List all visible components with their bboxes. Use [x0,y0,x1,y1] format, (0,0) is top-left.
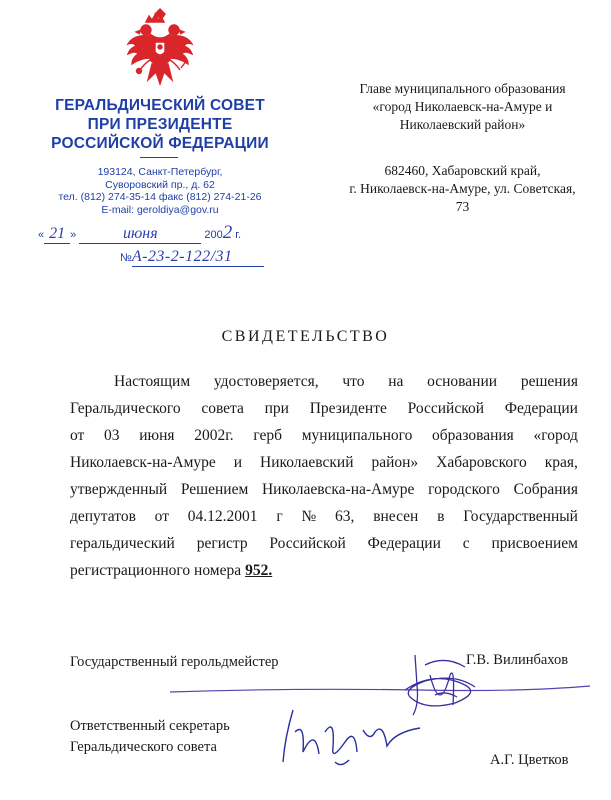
body-word: совета [201,400,244,417]
body-word: Настоящим [114,373,191,390]
organization-name [20,96,300,153]
body-word: депутатов [70,508,136,525]
body-line [70,422,578,449]
body-word: Российской [407,400,484,417]
date-open-quote: « [38,229,45,241]
first-signatory-role: Государственный герольдмейстер [70,654,279,670]
recipient-line: «город Николаевск-на-Амуре и [372,99,553,114]
certificate-body [70,368,578,584]
recipient-line: Николаевский район» [399,117,526,132]
body-word: Государственный [463,508,578,525]
body-word: Хабаровского [436,454,527,471]
date-line [38,222,300,244]
recipient-address-line: 73 [455,199,470,214]
body-word: герб [253,427,283,444]
body-word: 04.12.2001 [187,508,258,525]
date-month: июня [79,225,201,244]
body-word: в [437,508,445,525]
second-role-line: Геральдического совета [70,739,217,755]
body-word: Николаевск-на-Амуре [70,454,216,471]
body-word: присвоением [491,535,578,552]
body-word: Решением [180,481,249,498]
body-word: внесен [373,508,419,525]
document-number-line [120,248,264,267]
second-signatory-name: А.Г. Цветков [490,752,569,768]
date-day: 21 [44,225,70,244]
date-year-prefix: 200 [204,229,223,241]
address-line: тел. (812) 274-35-14 факс (812) 274-21-26 [58,191,262,203]
body-word: что [342,373,365,390]
body-line [70,395,578,422]
body-word: с [462,535,470,552]
body-word: основании [427,373,498,390]
document-number: А-23-2-122/31 [132,248,264,267]
body-word: Федерации [367,535,441,552]
body-word: решения [520,373,578,390]
address-line: 193124, Санкт-Петербург, [97,166,223,178]
body-word: Николаевский [260,454,354,471]
body-word: и [233,454,243,471]
body-word: 03 [104,427,120,444]
address-line: Суворовский пр., д. 62 [105,178,215,191]
org-line: РОССИЙСКОЙ ФЕДЕРАЦИИ [51,135,269,152]
body-word: при [264,400,289,417]
recipient-address [330,162,595,216]
number-prefix: № [120,252,132,264]
second-signature [275,702,425,772]
address-line: E-mail: geroldiya@gov.ru [101,203,219,216]
body-word: Собрания [513,481,578,498]
org-line: ГЕРАЛЬДИЧЕСКИЙ СОВЕТ [55,97,265,114]
body-word: Геральдического [70,400,181,417]
registration-number: 952. [245,562,273,579]
recipient-line: Главе муниципального образования [359,81,566,96]
body-word: на [388,373,404,390]
body-word: от [154,508,169,525]
letterhead-divider [140,157,178,158]
recipient-address-line: г. Николаевск-на-Амуре, ул. Советская, [349,181,576,196]
body-line-last [70,557,578,584]
second-signatory-role [70,716,230,758]
body-word: геральдический [70,535,175,552]
body-line [70,449,578,476]
first-signatory-name: Г.В. Вилинбахов [466,652,569,668]
body-word: от [70,427,85,444]
body-word: образования [432,427,514,444]
coat-of-arms-emblem [124,8,196,88]
body-word: Николаевска-на-Амуре [261,481,415,498]
body-word: Президенте [309,400,387,417]
recipient-block [330,80,595,134]
body-word: Российской [269,535,346,552]
body-word: края, [544,454,578,471]
body-line [70,530,578,557]
body-word: городского [428,481,500,498]
date-year-suffix: г. [235,229,242,241]
body-word: «город [533,427,578,444]
body-line [70,476,578,503]
body-word: Федерации [504,400,578,417]
body-line [70,368,578,395]
body-word: 2002г. [194,427,234,444]
body-word: утвержденный [70,481,168,498]
date-close-quote: » [70,229,77,241]
date-year-digit: 2 [222,222,233,243]
body-word: удостоверяется, [213,373,319,390]
body-word: регистр [196,535,248,552]
body-word: муниципального [301,427,413,444]
body-word: № [301,508,317,525]
signature-flourish-line [170,680,590,700]
org-line: ПРИ ПРЕЗИДЕНТЕ [87,116,233,133]
second-role-line: Ответственный секретарь [70,718,230,734]
body-last-text: регистрационного номера [70,562,242,579]
body-word: 63, [335,508,355,525]
organization-address [20,166,300,216]
body-word: июня [139,427,175,444]
body-word: г [276,508,283,525]
recipient-address-line: 682460, Хабаровский край, [384,163,541,178]
body-word: район» [371,454,419,471]
document-title: СВИДЕТЕЛЬСТВО [221,328,390,345]
body-line [70,503,578,530]
